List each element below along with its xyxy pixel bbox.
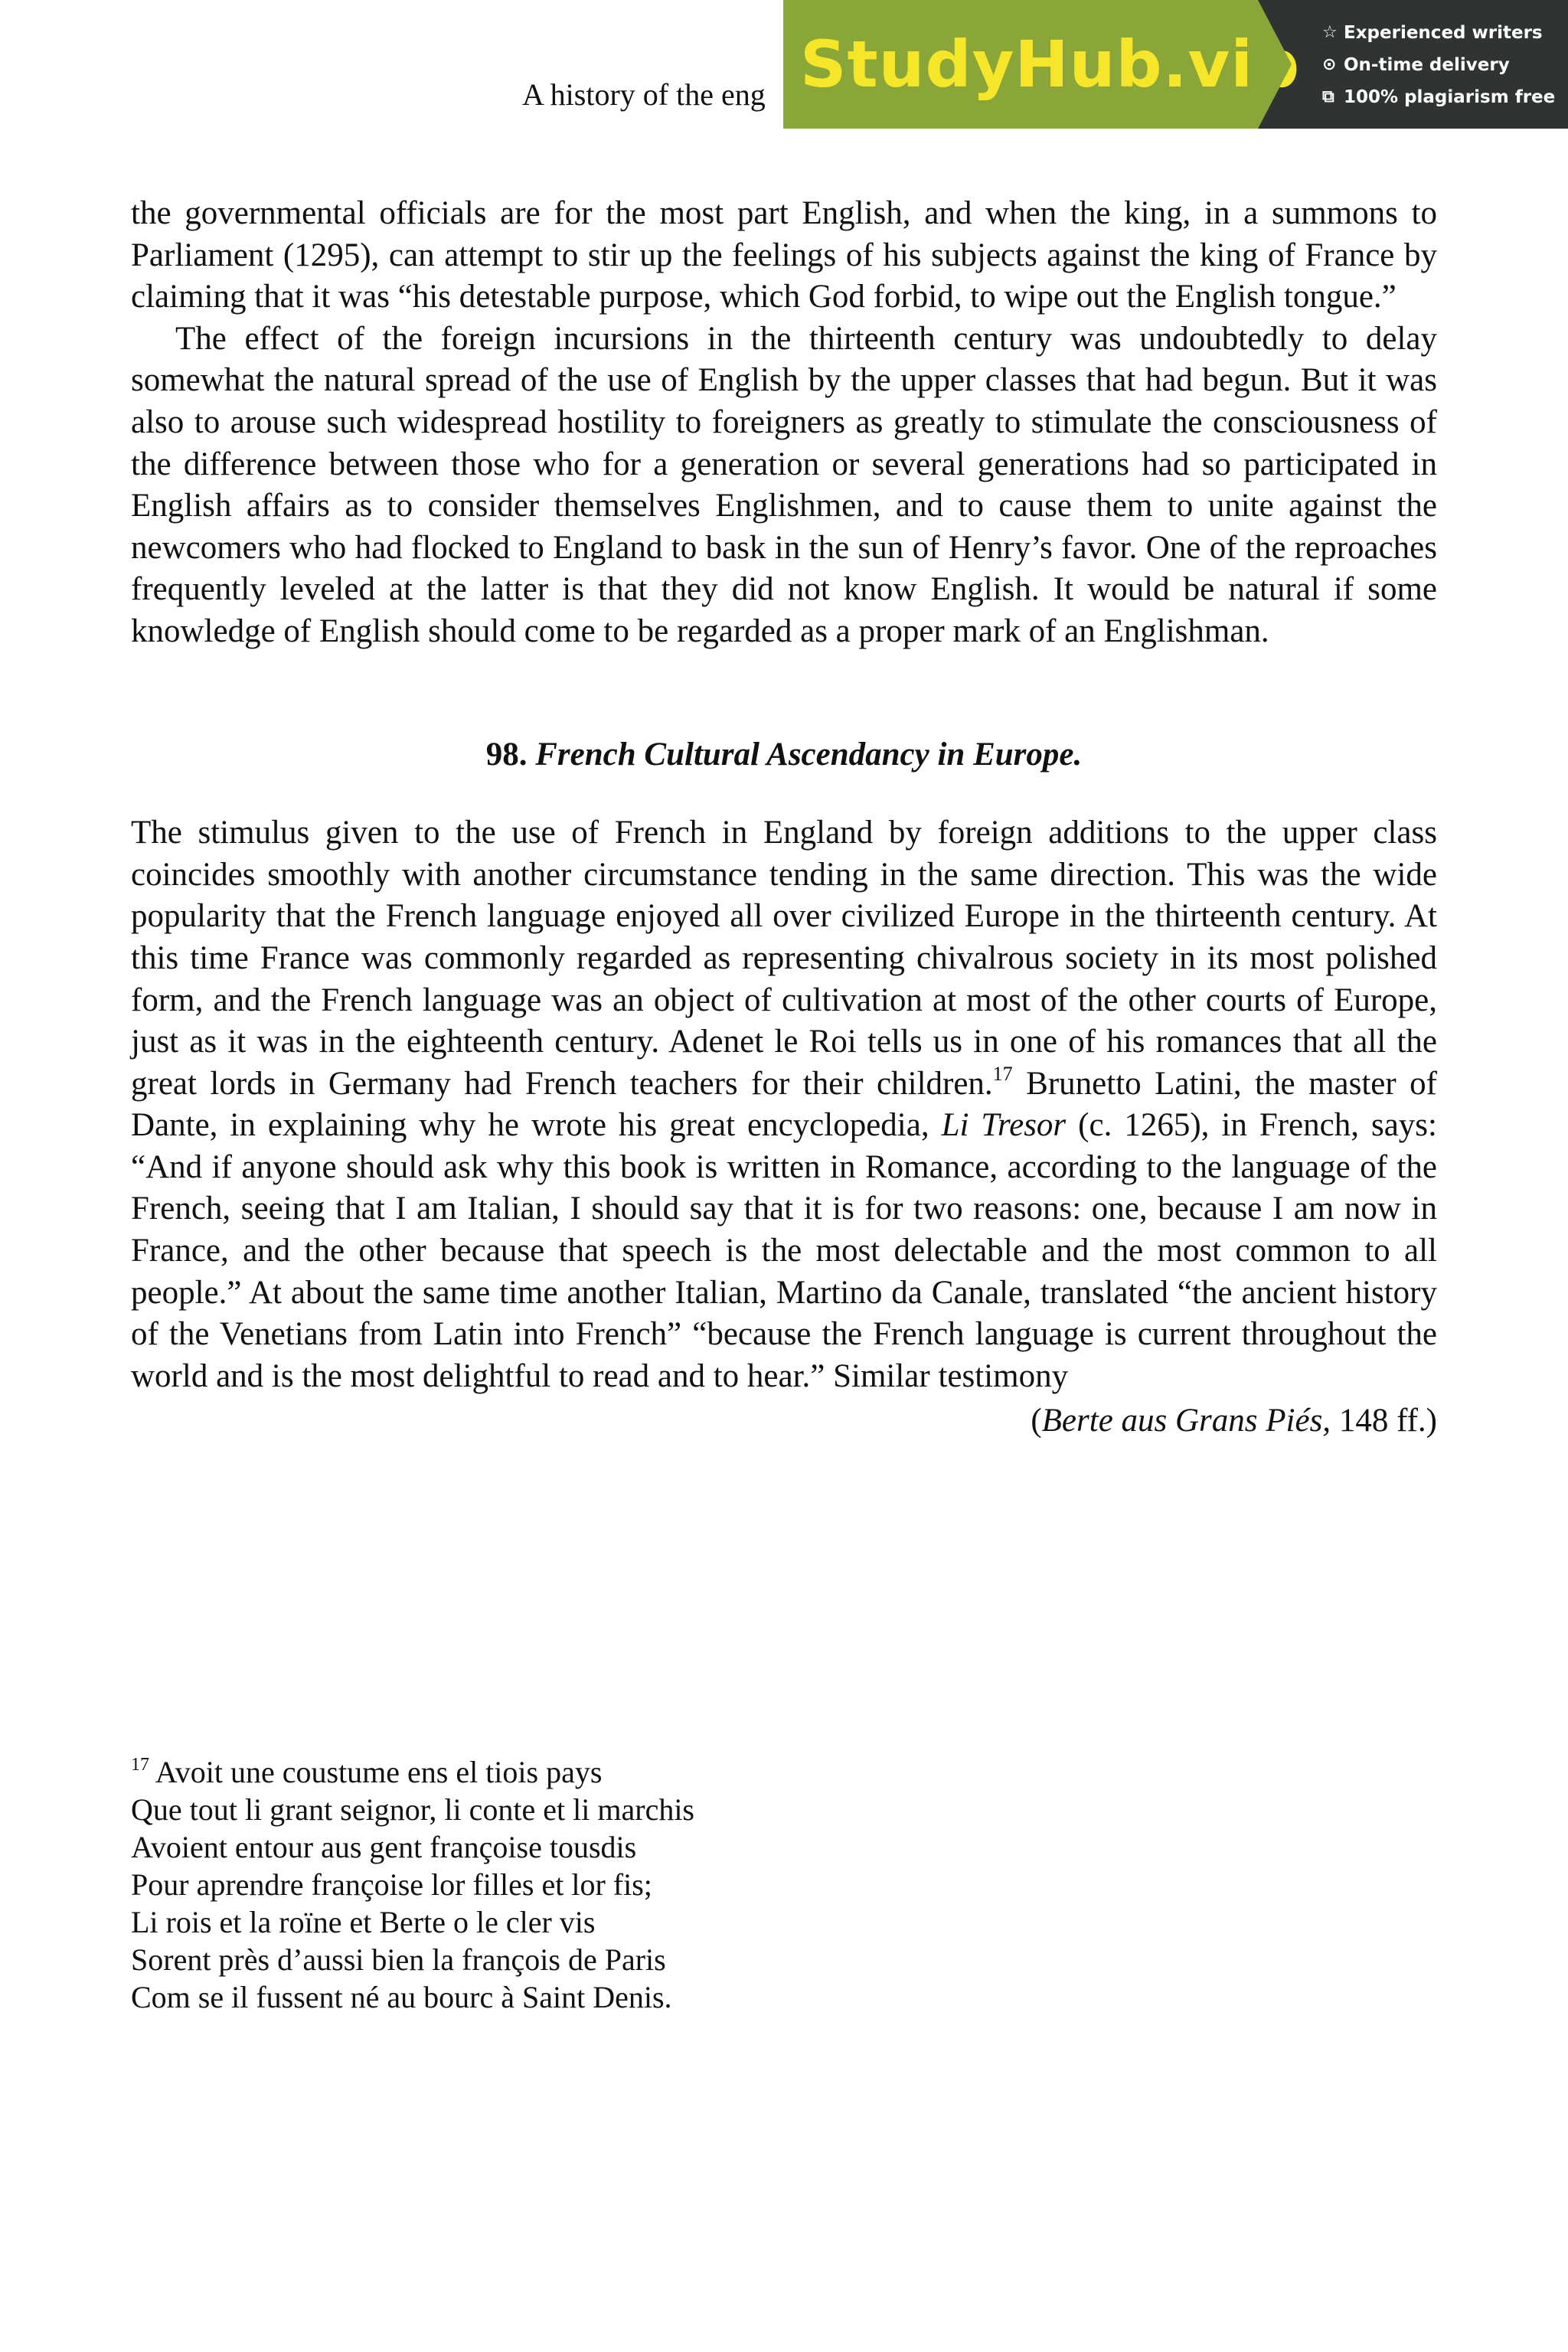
copy-check-icon: ⧉ (1322, 87, 1334, 106)
footnote-number: 17 (131, 1755, 149, 1775)
section-title: French Cultural Ascendancy in Europe. (535, 736, 1083, 773)
footnote-17 (131, 1753, 694, 2016)
footnote-line: Sorent près d’aussi bien la françois de Paris (131, 1942, 666, 1977)
feature-text: 100% plagiarism free (1344, 87, 1556, 107)
footnote-line: Com se il fussent né au bourc à Saint Denis. (131, 1980, 672, 2014)
paragraph-3-part2: Brunetto Latini, the master of Dante, in explaining why he wrote his great encyclopedia, (131, 1065, 1438, 1144)
paragraph-2: The effect of the foreign incursions in the thirteenth century was undoubtedly to delay somewhat the natural spread of the use of English by the upper classes that had begun. But it was also to arouse such widespread hostility to foreigners as greatly to stimulate the consciousness of the difference between those who for a generation or several generations had so participated in English affairs as to consider themselves Englishmen, and to cause them to unite against the newcomers who had flocked to England to bask in the sun of Henry’s favor. One of the reproaches frequently leveled at the latter is that they did not know English. It would be natural if some knowledge of English should come to be regarded as a proper mark of an Englishman. (131, 320, 1437, 649)
footnote-line: Avoient entour aus gent françoise tousdis (131, 1830, 637, 1864)
page-body (131, 193, 1437, 1442)
footnote-line: Pour aprendre françoise lor filles et lor fis; (131, 1867, 652, 1902)
banner-features (1322, 0, 1555, 129)
footnote-line: Li rois et la roïne et Berte o le cler vis (131, 1905, 596, 1939)
citation (131, 1400, 1437, 1442)
section-number: 98. (485, 736, 528, 773)
feature-item (1322, 49, 1555, 81)
feature-item (1322, 81, 1555, 113)
studyhub-banner[interactable] (783, 0, 1568, 129)
footnote-ref[interactable]: 17 (992, 1062, 1013, 1085)
citation-open: ( (1031, 1403, 1042, 1439)
paragraph-3-part1: The stimulus given to the use of French in England by foreign additions to the upper class coincides smoothly with another circumstance tending in the same direction. This was the wide popularity that the French language enjoyed all over civilized Europe in the thirteenth century. At this time France was commonly regarded as representing chivalrous society in its most polished form, and the French language was an object of cultivation at most of the other courts of Europe, just as it was in the eighteenth century. Adenet le Roi tells us in one of his romances that all the great lords in Germany had French teachers for their children. (131, 815, 1437, 1102)
footnote-line: Que tout li grant seignor, li conte et li marchis (131, 1792, 694, 1827)
running-header: A history of the eng (522, 77, 766, 112)
clock-icon: ⊙ (1322, 55, 1337, 74)
paragraph-1: the governmental officials are for the most part English, and when the king, in a summons to Parliament (1295), can attempt to stir up the feelings of his subjects against the king of France by claiming that it was “his detestable purpose, which God forbid, to wipe out the English tongue.” (131, 195, 1437, 315)
paragraph-3 (131, 812, 1437, 1397)
citation-work: Berte aus Grans Piés, (1041, 1403, 1331, 1439)
studyhub-logo[interactable] (783, 0, 1301, 129)
feature-item (1322, 17, 1555, 49)
star-icon: ☆ (1322, 23, 1338, 42)
paragraph-3-part3: (c. 1265), in French, says: “And if anyone should ask why this book is written in Romance, according to the language of the French, seeing that I am Italian, I should say that it is for two reasons: one, because I am now in France, and the other because that speech is the most delectable and the most common to all people.” At about the same time another Italian, Martino da Canale, translated “the ancient history of the Venetians from Latin into French” “because the French language is current throughout the world and is the most delightful to read and to hear.” Similar testimony (131, 1107, 1437, 1394)
section-heading (131, 734, 1437, 776)
citation-rest: 148 ff.) (1331, 1403, 1437, 1439)
feature-text: Experienced writers (1344, 23, 1543, 43)
feature-text: On-time delivery (1344, 55, 1510, 75)
work-title: Li Tresor (941, 1107, 1067, 1144)
footnote-text: Avoit une coustume ens el tiois pays (155, 1755, 603, 1789)
logo-text: StudyHub.vip (800, 27, 1301, 102)
footnote-line (131, 1753, 694, 1791)
